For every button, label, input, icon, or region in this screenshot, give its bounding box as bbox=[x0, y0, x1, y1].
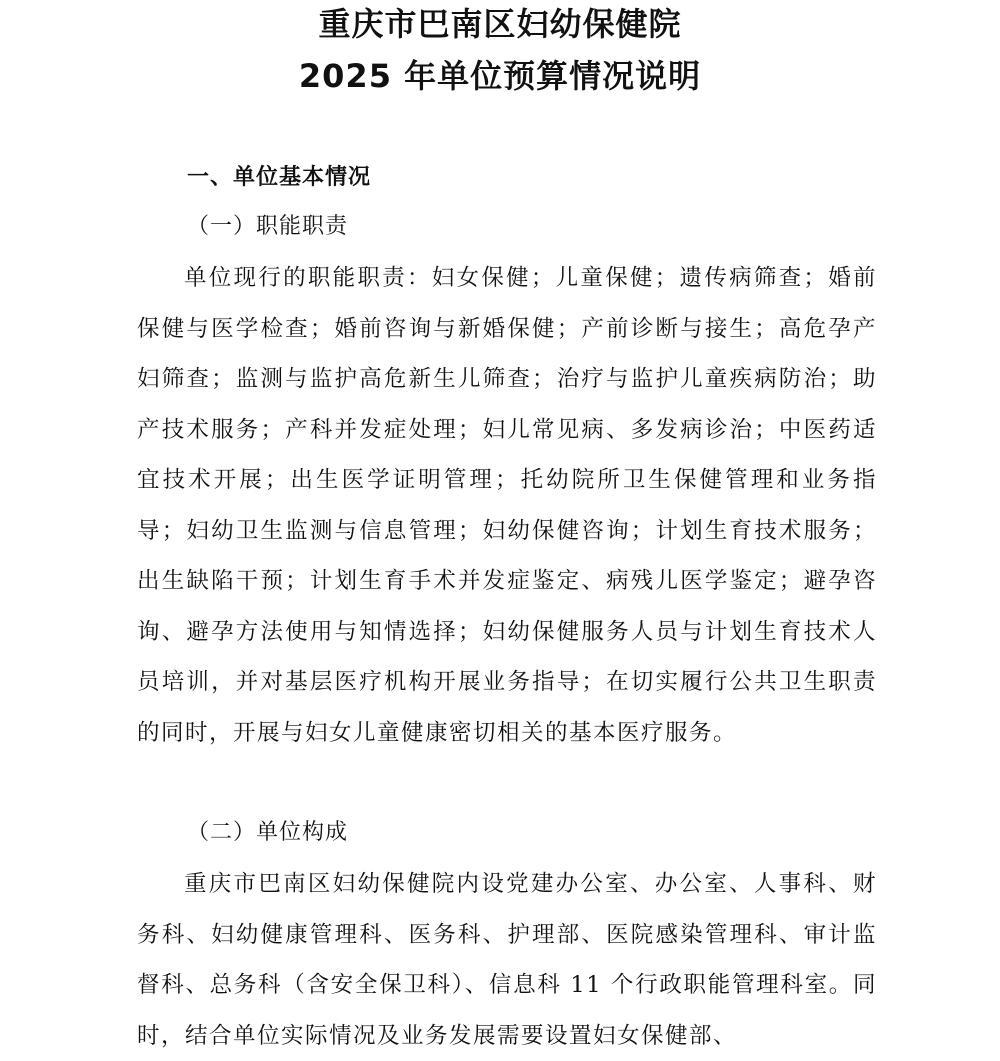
document-subtitle: 2025 年单位预算情况说明 bbox=[298, 57, 702, 95]
section-heading-basic-info: 一、单位基本情况 bbox=[187, 165, 372, 190]
composition-paragraph: 重庆市巴南区妇幼保健院内设党建办公室、办公室、人事科、财务科、妇幼健康管理科、医务科、护理部、医院感染管理科、审计监督科、总务科（含安全保卫科）、信息科 11 个行政职能管理科室。同时，结合单位实际情况及业务发展需要设置妇女保健部、 bbox=[137, 871, 877, 1049]
document-title: 重庆市巴南区妇幼保健院 bbox=[318, 5, 682, 43]
subsection-heading-duties: （一）职能职责 bbox=[187, 214, 349, 239]
duties-paragraph: 单位现行的职能职责：妇女保健；儿童保健；遗传病筛查；婚前保健与医学检查；婚前咨询与新婚保健；产前诊断与接生；高危孕产妇筛查；监测与监护高危新生儿筛查；治疗与监护儿童疾病防治；助产技术服务；产科并发症处理；妇儿常见病、多发病诊治；中医药适宜技术开展；出生医学证明管理；托幼院所卫生保健管理和业务指导；妇幼卫生监测与信息管理；妇幼保健咨询；计划生育技术服务；出生缺陷干预；计划生育手术并发症鉴定、病残儿医学鉴定；避孕咨询、避孕方法使用与知情选择；妇幼保健服务人员与计划生育技术人员培训，并对基层医疗机构开展业务指导；在切实履行公共卫生职责的同时，开展与妇女儿童健康密切相关的基本医疗服务。 bbox=[137, 265, 877, 746]
subsection-heading-composition: （二）单位构成 bbox=[187, 820, 349, 845]
